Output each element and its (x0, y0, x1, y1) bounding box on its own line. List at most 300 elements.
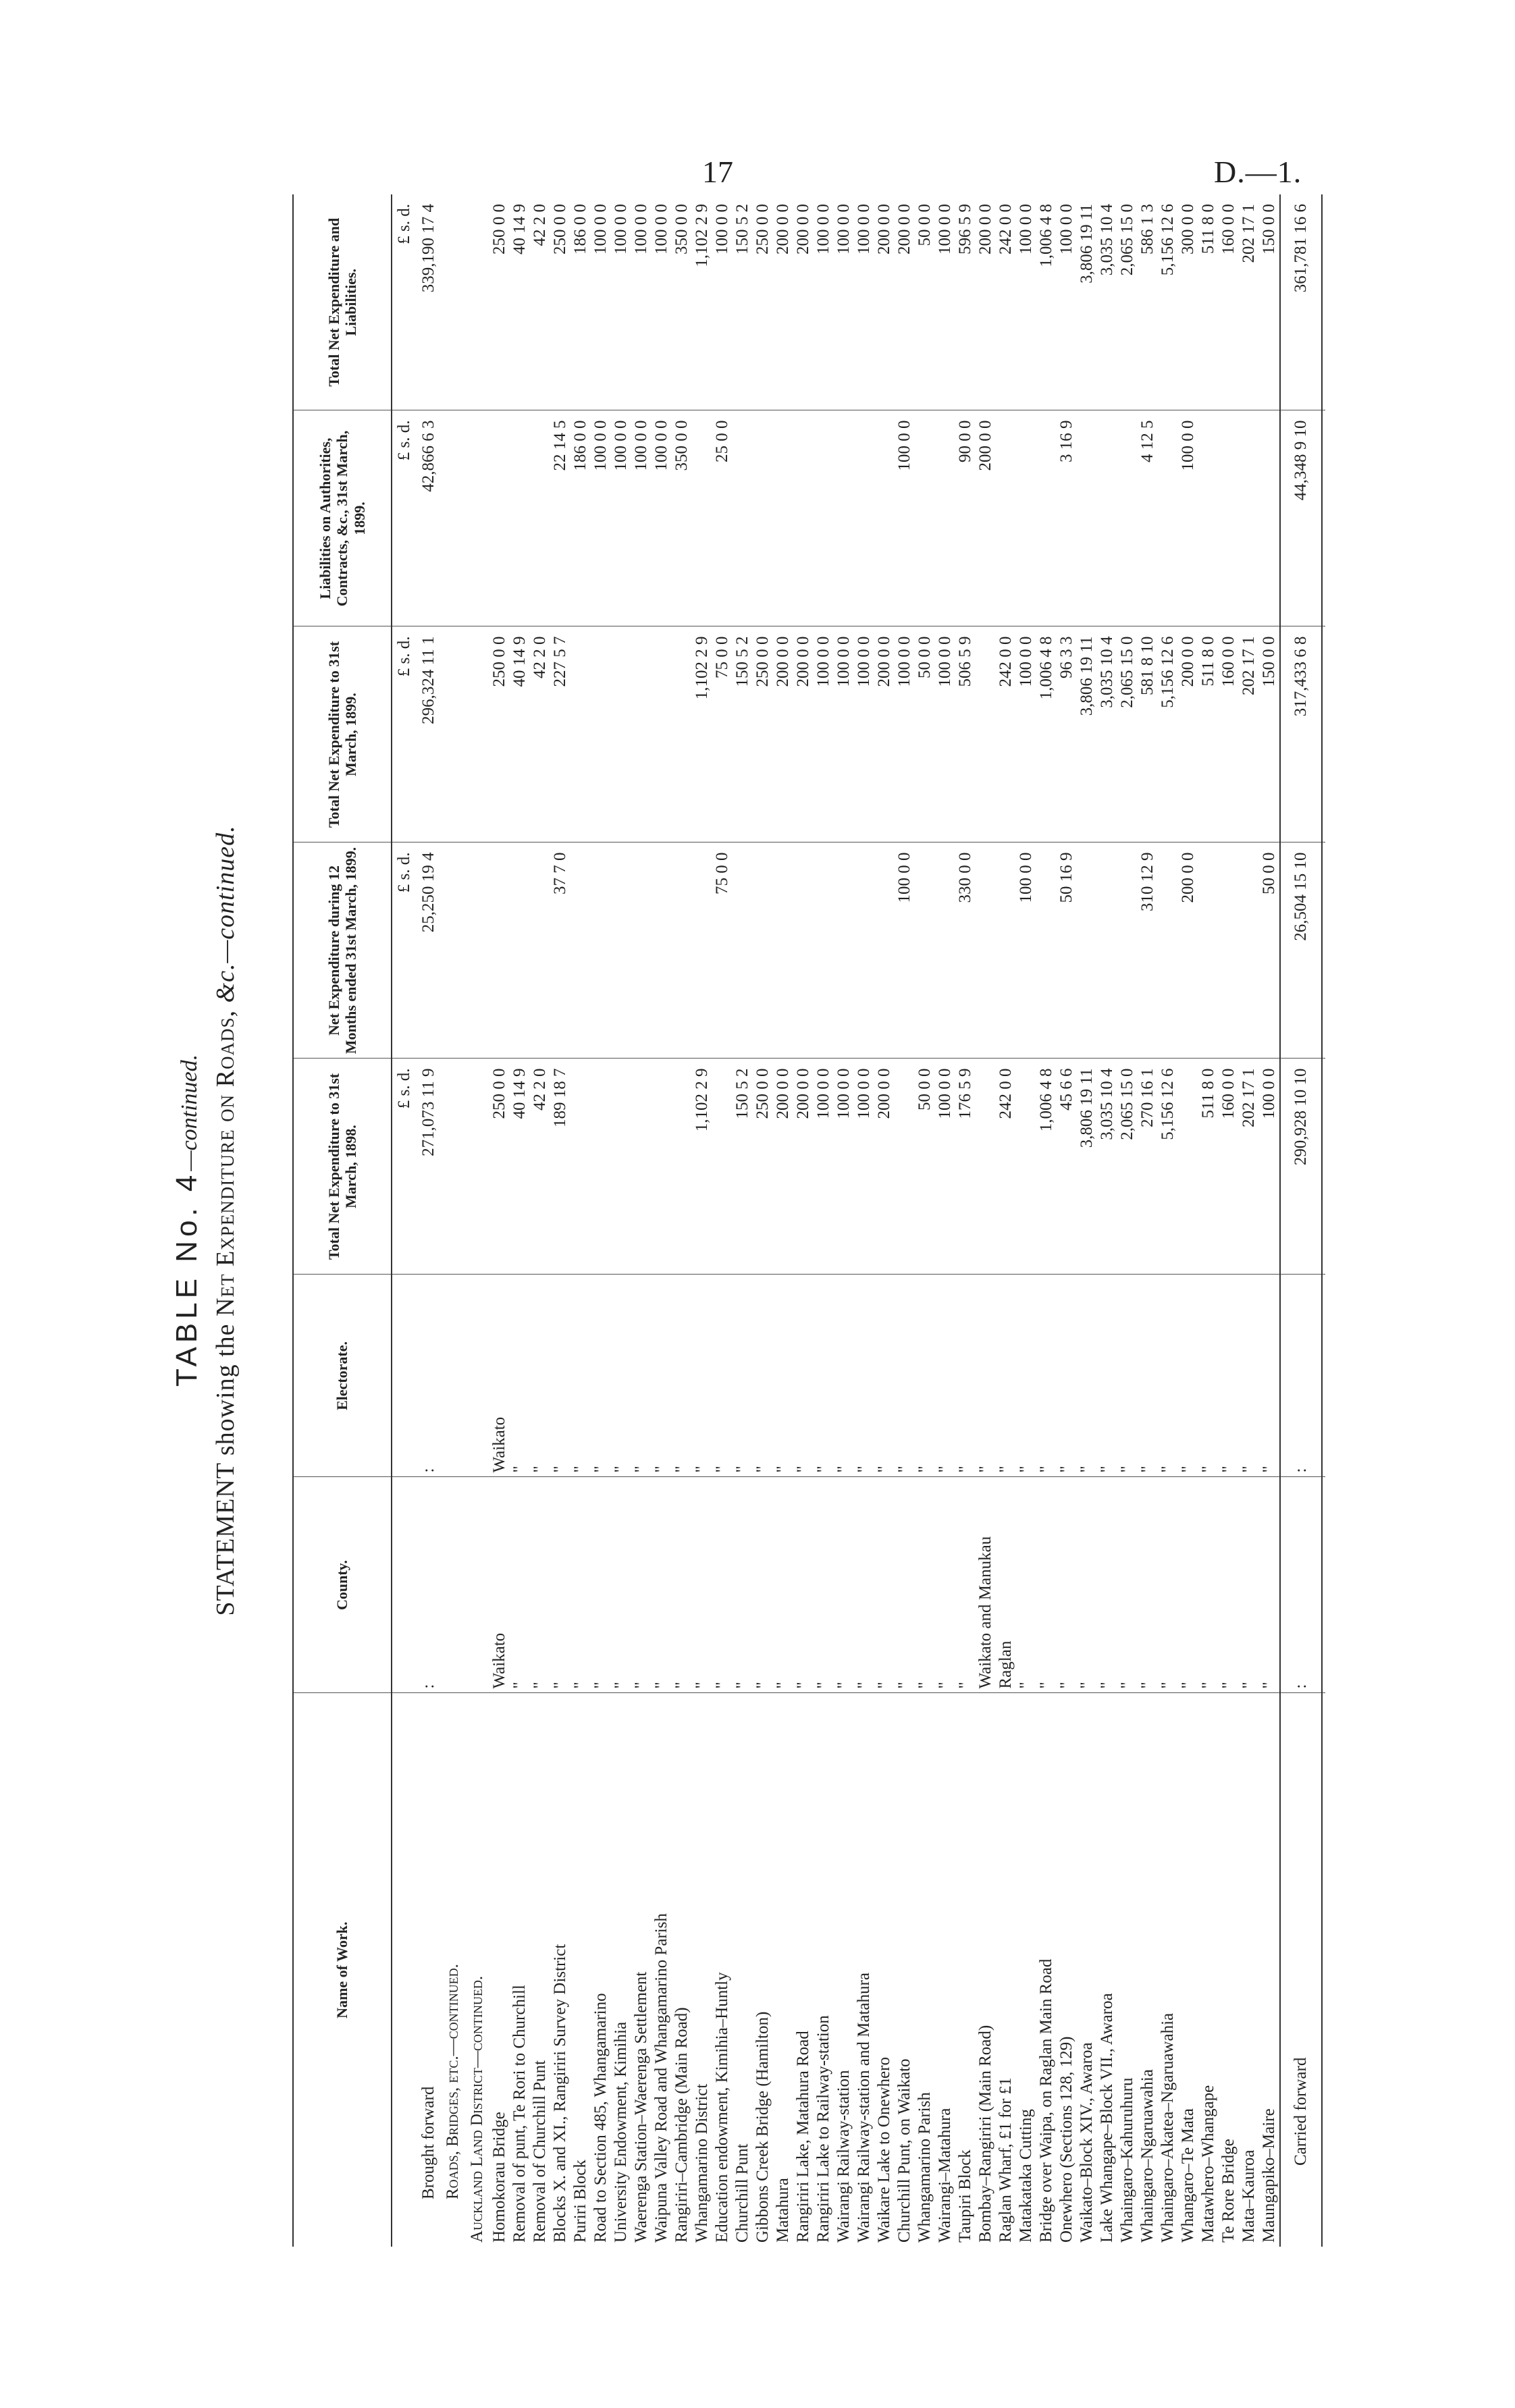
cell-liabilities: 200 0 0 (976, 410, 996, 626)
cell-total-1899: 250 0 0 (489, 626, 510, 842)
cell-county: " (1117, 1477, 1138, 1693)
cell-electorate: " (1057, 1275, 1077, 1477)
cell-expenditure-12-months: 75 0 0 (712, 842, 733, 1059)
lead-row (465, 194, 489, 2247)
cell-electorate: " (1158, 1275, 1178, 1477)
cell-total-1898: 270 16 1 (1138, 1059, 1158, 1275)
cell-total-1898: 3,806 19 11 (1077, 1059, 1097, 1275)
cell-total-and-liabilities: 200 0 0 (793, 194, 814, 410)
cell-liabilities: 44,348 9 10 (1280, 410, 1322, 626)
cell-work-name: Removal of punt, Te Rori to Churchill (510, 1985, 529, 2243)
units-label: £ s. d. (392, 626, 417, 842)
cell-electorate: " (611, 1275, 631, 1477)
cell-work-name: Mata–Kauroa (1240, 2149, 1258, 2243)
header-total-and-liabilities: Total Net Expenditure and Liabilities. (293, 194, 392, 410)
cell-expenditure-12-months (1198, 842, 1219, 1059)
cell-total-1899: 100 0 0 (895, 626, 915, 842)
cell-expenditure-12-months: 26,504 15 10 (1280, 842, 1322, 1059)
cell-total-1898 (1016, 1059, 1036, 1275)
cell-expenditure-12-months (854, 842, 874, 1059)
cell-work-name: Puriri Block (571, 2160, 589, 2243)
cell-expenditure-12-months (1219, 842, 1239, 1059)
cell-work-name: Brought forward (419, 2086, 437, 2199)
cell-county: " (1138, 1477, 1158, 1693)
cell-liabilities: 100 0 0 (611, 410, 631, 626)
cell-liabilities (854, 410, 874, 626)
cell-total-1899 (465, 626, 489, 842)
cell-total-and-liabilities: 200 0 0 (895, 194, 915, 410)
cell-liabilities: 4 12 5 (1138, 410, 1158, 626)
cell-electorate: " (510, 1275, 530, 1477)
cell-total-and-liabilities: 250 0 0 (550, 194, 570, 410)
cell-electorate: " (1239, 1275, 1259, 1477)
table-row (753, 194, 773, 2247)
table-end-rule (1322, 194, 1325, 2247)
cell-total-1899: 227 5 7 (550, 626, 570, 842)
cell-electorate: Waikato (489, 1275, 510, 1477)
cell-total-1898: 100 0 0 (935, 1059, 955, 1275)
table-row (1239, 194, 1259, 2247)
cell-work-name: Rangiriri–Cambridge (Main Road) (672, 2007, 691, 2243)
cell-county: " (915, 1477, 935, 1693)
cell-expenditure-12-months (611, 842, 631, 1059)
cell-county: : (417, 1477, 441, 1693)
cell-county: " (895, 1477, 915, 1693)
cell-county: " (814, 1477, 834, 1693)
cell-total-and-liabilities: 150 0 0 (1259, 194, 1280, 410)
cell-work-name: Road to Section 485, Whangamarino (591, 1993, 610, 2243)
cell-electorate: " (712, 1275, 733, 1477)
header-electorate: Electorate. (293, 1275, 392, 1477)
cell-work-name: Homokorau Bridge (490, 2112, 508, 2243)
cell-total-1898: 202 17 1 (1239, 1059, 1259, 1275)
cell-total-1899: 100 0 0 (854, 626, 874, 842)
cell-total-1898: 189 18 7 (550, 1059, 570, 1275)
cell-electorate: : (1280, 1275, 1322, 1477)
table-row (1198, 194, 1219, 2247)
cell-liabilities (1259, 410, 1280, 626)
cell-county: " (712, 1477, 733, 1693)
cell-expenditure-12-months (996, 842, 1016, 1059)
cell-total-1898: 1,006 4 8 (1036, 1059, 1057, 1275)
cell-total-and-liabilities: 50 0 0 (915, 194, 935, 410)
table-row (733, 194, 753, 2247)
cell-work-name: Whaingaro–Ngaruawahia (1138, 2069, 1157, 2243)
cell-county: " (672, 1477, 692, 1693)
table-row (854, 194, 874, 2247)
cell-liabilities (793, 410, 814, 626)
cell-total-1898: 40 14 9 (510, 1059, 530, 1275)
table-row (1138, 194, 1158, 2247)
cell-expenditure-12-months (834, 842, 854, 1059)
cell-liabilities: 90 0 0 (955, 410, 976, 626)
header-name-of-work: Name of Work. (293, 1693, 392, 2247)
cell-liabilities (996, 410, 1016, 626)
cell-county: " (550, 1477, 570, 1693)
cell-county (465, 1477, 489, 1693)
cell-total-and-liabilities: 200 0 0 (976, 194, 996, 410)
lead-row (417, 194, 441, 2247)
table-row (955, 194, 976, 2247)
cell-expenditure-12-months (570, 842, 591, 1059)
cell-total-1898: 100 0 0 (1259, 1059, 1280, 1275)
cell-total-and-liabilities: 361,781 16 6 (1280, 194, 1322, 410)
cell-expenditure-12-months (441, 842, 465, 1059)
cell-total-1898: 42 2 0 (530, 1059, 550, 1275)
table-row (874, 194, 895, 2247)
cell-liabilities: 3 16 9 (1057, 410, 1077, 626)
cell-total-1898: 150 5 2 (733, 1059, 753, 1275)
cell-total-1899 (672, 626, 692, 842)
cell-total-1898 (611, 1059, 631, 1275)
cell-county: " (1239, 1477, 1259, 1693)
cell-total-and-liabilities: 202 17 1 (1239, 194, 1259, 410)
cell-electorate: " (976, 1275, 996, 1477)
cell-liabilities: 100 0 0 (591, 410, 611, 626)
cell-total-and-liabilities: 100 0 0 (1016, 194, 1036, 410)
cell-work-name: Wairangi Railway-station (834, 2070, 853, 2243)
cell-total-1898: 200 0 0 (874, 1059, 895, 1275)
cell-work-name: Te Rore Bridge (1219, 2139, 1238, 2243)
cell-county: " (773, 1477, 793, 1693)
cell-expenditure-12-months: 50 16 9 (1057, 842, 1077, 1059)
table-row (550, 194, 570, 2247)
table-row (1077, 194, 1097, 2247)
header-liabilities: Liabilities on Authorities, Contracts, &c., 31st March, 1899. (293, 410, 392, 626)
cell-expenditure-12-months: 310 12 9 (1138, 842, 1158, 1059)
cell-electorate: " (733, 1275, 753, 1477)
cell-total-1898: 50 0 0 (915, 1059, 935, 1275)
cell-total-and-liabilities: 586 1 3 (1138, 194, 1158, 410)
cell-total-1898: 271,073 11 9 (417, 1059, 441, 1275)
table-title (167, 194, 269, 2247)
cell-total-1898: 200 0 0 (773, 1059, 793, 1275)
cell-total-and-liabilities: 100 0 0 (814, 194, 834, 410)
table-row (1178, 194, 1198, 2247)
cell-county: " (570, 1477, 591, 1693)
cell-expenditure-12-months (465, 842, 489, 1059)
cell-expenditure-12-months (1117, 842, 1138, 1059)
table-row (1259, 194, 1280, 2247)
cell-county: " (611, 1477, 631, 1693)
cell-county: " (692, 1477, 712, 1693)
cell-expenditure-12-months (915, 842, 935, 1059)
cell-liabilities: 100 0 0 (652, 410, 672, 626)
cell-work-name: Churchill Punt (733, 2143, 751, 2243)
cell-county: " (1097, 1477, 1117, 1693)
units-row (392, 194, 417, 2247)
cell-county: " (1036, 1477, 1057, 1693)
statement-prefix: STATEMENT showing the (211, 1323, 240, 1616)
cell-total-and-liabilities: 350 0 0 (672, 194, 692, 410)
cell-total-1899: 3,035 10 4 (1097, 626, 1117, 842)
cell-total-1898 (465, 1059, 489, 1275)
table-row (793, 194, 814, 2247)
cell-county: " (591, 1477, 611, 1693)
cell-total-and-liabilities: 3,035 10 4 (1097, 194, 1117, 410)
cell-total-1899: 250 0 0 (753, 626, 773, 842)
cell-work-name: Removal of Churchill Punt (531, 2060, 549, 2243)
cell-electorate: " (570, 1275, 591, 1477)
cell-total-1898: 511 8 0 (1198, 1059, 1219, 1275)
cell-total-1898 (895, 1059, 915, 1275)
cell-county: " (1057, 1477, 1077, 1693)
cell-expenditure-12-months (530, 842, 550, 1059)
cell-liabilities (1198, 410, 1219, 626)
cell-total-and-liabilities: 596 5 9 (955, 194, 976, 410)
cell-total-and-liabilities: 100 0 0 (652, 194, 672, 410)
statement-suffix: &c.—continued. (211, 825, 240, 1003)
cell-work-name: Taupiri Block (956, 2149, 974, 2243)
cell-expenditure-12-months (733, 842, 753, 1059)
cell-total-1898: 290,928 10 10 (1280, 1059, 1322, 1275)
cell-work-name: Wairangi–Matahura (936, 2108, 954, 2243)
cell-work-name: University Endowment, Kimihia (612, 2021, 630, 2243)
table-row (1097, 194, 1117, 2247)
header-county: County. (293, 1477, 392, 1693)
cell-work-name: Lake Whangape–Block VII., Awaroa (1098, 1993, 1116, 2243)
cell-work-name: Whangamarino Parish (915, 2092, 934, 2243)
cell-total-1899: 2,065 15 0 (1117, 626, 1138, 842)
cell-liabilities (1036, 410, 1057, 626)
cell-total-and-liabilities: 160 0 0 (1219, 194, 1239, 410)
cell-electorate: " (935, 1275, 955, 1477)
table-row (1158, 194, 1178, 2247)
table-row (915, 194, 935, 2247)
cell-expenditure-12-months: 200 0 0 (1178, 842, 1198, 1059)
cell-work-name: Wairangi Railway-station and Matahura (855, 1973, 873, 2243)
cell-total-1899: 1,006 4 8 (1036, 626, 1057, 842)
cell-county: " (1219, 1477, 1239, 1693)
table-row (996, 194, 1016, 2247)
cell-total-and-liabilities: 100 0 0 (935, 194, 955, 410)
cell-total-1899: 100 0 0 (935, 626, 955, 842)
cell-total-1899: 150 5 2 (733, 626, 753, 842)
cell-total-1898: 242 0 0 (996, 1059, 1016, 1275)
statement-title (211, 194, 240, 2247)
cell-liabilities (530, 410, 550, 626)
cell-county: " (530, 1477, 550, 1693)
cell-total-and-liabilities: 200 0 0 (874, 194, 895, 410)
units-label: £ s. d. (392, 1059, 417, 1275)
cell-liabilities (1219, 410, 1239, 626)
cell-total-1898: 250 0 0 (489, 1059, 510, 1275)
cell-electorate: " (793, 1275, 814, 1477)
cell-electorate: " (753, 1275, 773, 1477)
cell-total-and-liabilities: 339,190 17 4 (417, 194, 441, 410)
cell-total-1898: 100 0 0 (814, 1059, 834, 1275)
cell-total-1898 (591, 1059, 611, 1275)
cell-county: Raglan (996, 1477, 1016, 1693)
cell-work-name: Churchill Punt, on Waikato (895, 2058, 913, 2243)
cell-expenditure-12-months: 100 0 0 (895, 842, 915, 1059)
cell-electorate: " (1198, 1275, 1219, 1477)
cell-total-1899: 511 8 0 (1198, 626, 1219, 842)
cell-liabilities (874, 410, 895, 626)
table-row (530, 194, 550, 2247)
cell-work-name: Matahura (774, 2178, 792, 2243)
cell-expenditure-12-months (1158, 842, 1178, 1059)
cell-electorate: " (1259, 1275, 1280, 1477)
cell-liabilities (465, 410, 489, 626)
cell-expenditure-12-months (1036, 842, 1057, 1059)
cell-total-1899 (441, 626, 465, 842)
table-number-label: TABLE No. 4 (170, 1171, 203, 1387)
cell-liabilities (753, 410, 773, 626)
cell-work-name: Gibbons Creek Bridge (Hamilton) (753, 2011, 772, 2243)
cell-total-1899 (591, 626, 611, 842)
cell-total-and-liabilities: 250 0 0 (753, 194, 773, 410)
cell-total-1898: 100 0 0 (854, 1059, 874, 1275)
cell-expenditure-12-months (874, 842, 895, 1059)
cell-total-1898 (652, 1059, 672, 1275)
cell-total-and-liabilities: 242 0 0 (996, 194, 1016, 410)
cell-total-1899 (976, 626, 996, 842)
cell-total-1899: 42 2 0 (530, 626, 550, 842)
cell-liabilities (773, 410, 793, 626)
cell-total-1898: 200 0 0 (793, 1059, 814, 1275)
cell-total-and-liabilities (441, 194, 465, 410)
cell-total-1899: 150 0 0 (1259, 626, 1280, 842)
cell-county: " (1016, 1477, 1036, 1693)
cell-electorate: " (1178, 1275, 1198, 1477)
cell-total-and-liabilities: 42 2 0 (530, 194, 550, 410)
cell-total-1899: 100 0 0 (834, 626, 854, 842)
cell-county: " (1178, 1477, 1198, 1693)
cell-total-1898: 100 0 0 (834, 1059, 854, 1275)
cell-electorate: " (1077, 1275, 1097, 1477)
cell-total-and-liabilities: 150 5 2 (733, 194, 753, 410)
table-row (652, 194, 672, 2247)
cell-liabilities: 100 0 0 (895, 410, 915, 626)
header-row (293, 194, 392, 2247)
cell-total-1898 (976, 1059, 996, 1275)
cell-county: " (652, 1477, 672, 1693)
cell-total-1899: 506 5 9 (955, 626, 976, 842)
cell-total-and-liabilities: 100 0 0 (712, 194, 733, 410)
cell-work-name: Waikare Lake to Onewhero (875, 2057, 893, 2243)
cell-county: Waikato and Manukau (976, 1477, 996, 1693)
cell-total-1898: 160 0 0 (1219, 1059, 1239, 1275)
cell-total-and-liabilities: 300 0 0 (1178, 194, 1198, 410)
cell-total-1899: 200 0 0 (874, 626, 895, 842)
cell-work-name: Maungapiko–Maire (1260, 2108, 1278, 2243)
cell-expenditure-12-months: 100 0 0 (1016, 842, 1036, 1059)
cell-total-and-liabilities: 100 0 0 (611, 194, 631, 410)
cell-total-1899: 96 3 3 (1057, 626, 1077, 842)
cell-work-name: Matawhero–Whangape (1199, 2085, 1217, 2243)
cell-expenditure-12-months: 25,250 19 4 (417, 842, 441, 1059)
table-row (814, 194, 834, 2247)
cell-electorate: " (1036, 1275, 1057, 1477)
cell-total-1899: 200 0 0 (793, 626, 814, 842)
cell-total-1899: 50 0 0 (915, 626, 935, 842)
cell-county: Waikato (489, 1477, 510, 1693)
cell-electorate: " (834, 1275, 854, 1477)
cell-total-1898: 1,102 2 9 (692, 1059, 712, 1275)
cell-electorate: " (591, 1275, 611, 1477)
cell-work-name: Carried forward (1280, 1693, 1322, 2247)
cell-total-1899: 202 17 1 (1239, 626, 1259, 842)
cell-county: " (733, 1477, 753, 1693)
lead-row (441, 194, 465, 2247)
cell-total-1899: 581 8 10 (1138, 626, 1158, 842)
page-number: 17 (702, 155, 733, 189)
cell-expenditure-12-months (591, 842, 611, 1059)
cell-total-and-liabilities: 3,806 19 11 (1077, 194, 1097, 410)
cell-total-1899 (652, 626, 672, 842)
cell-total-1898: 45 6 6 (1057, 1059, 1077, 1275)
cell-electorate: " (955, 1275, 976, 1477)
rotated-table-region (167, 194, 1310, 2247)
cell-total-1899 (611, 626, 631, 842)
units-label: £ s. d. (392, 410, 417, 626)
table-row (611, 194, 631, 2247)
table-row (1016, 194, 1036, 2247)
cell-total-and-liabilities: 250 0 0 (489, 194, 510, 410)
cell-electorate: " (1117, 1275, 1138, 1477)
cell-work-name: Education endowment, Kimihia–Huntly (713, 1972, 731, 2243)
cell-total-1899 (631, 626, 652, 842)
cell-liabilities (1077, 410, 1097, 626)
table-row (1219, 194, 1239, 2247)
cell-work-name: Waerenga Station–Waerenga Settlement (632, 1971, 650, 2243)
cell-total-and-liabilities (465, 194, 489, 410)
header-total-1899: Total Net Expenditure to 31st March, 1899. (293, 626, 392, 842)
cell-expenditure-12-months (1097, 842, 1117, 1059)
cell-work-name: Whangamarino District (693, 2083, 711, 2243)
table-row (1057, 194, 1077, 2247)
cell-liabilities (834, 410, 854, 626)
cell-work-name: Whaingaro–Kahuruhuru (1118, 2077, 1136, 2243)
cell-expenditure-12-months (652, 842, 672, 1059)
cell-total-1899: 100 0 0 (814, 626, 834, 842)
cell-liabilities: 100 0 0 (631, 410, 652, 626)
carried-forward-row (1280, 194, 1322, 2247)
table-row (1036, 194, 1057, 2247)
cell-county: " (1077, 1477, 1097, 1693)
table-row (591, 194, 611, 2247)
cell-total-1898 (631, 1059, 652, 1275)
cell-total-and-liabilities: 100 0 0 (631, 194, 652, 410)
cell-county (441, 1477, 465, 1693)
cell-expenditure-12-months (672, 842, 692, 1059)
cell-electorate: : (417, 1275, 441, 1477)
cell-electorate: " (1219, 1275, 1239, 1477)
cell-work-name: Roads, Bridges, etc.—continued. (444, 1964, 462, 2199)
cell-liabilities: 100 0 0 (1178, 410, 1198, 626)
cell-electorate: " (672, 1275, 692, 1477)
cell-electorate: " (915, 1275, 935, 1477)
cell-expenditure-12-months (1239, 842, 1259, 1059)
cell-county: " (510, 1477, 530, 1693)
cell-liabilities (1158, 410, 1178, 626)
table-row (712, 194, 733, 2247)
cell-electorate: " (874, 1275, 895, 1477)
cell-work-name: Bombay–Rangiriri (Main Road) (976, 2025, 994, 2243)
cell-expenditure-12-months (692, 842, 712, 1059)
cell-expenditure-12-months (976, 842, 996, 1059)
cell-liabilities (1016, 410, 1036, 626)
cell-total-1899: 160 0 0 (1219, 626, 1239, 842)
table-row (631, 194, 652, 2247)
cell-total-and-liabilities: 100 0 0 (854, 194, 874, 410)
cell-expenditure-12-months (935, 842, 955, 1059)
cell-liabilities (441, 410, 465, 626)
cell-expenditure-12-months: 50 0 0 (1259, 842, 1280, 1059)
cell-work-name: Onewhero (Sections 128, 129) (1057, 2036, 1075, 2243)
cell-expenditure-12-months (489, 842, 510, 1059)
